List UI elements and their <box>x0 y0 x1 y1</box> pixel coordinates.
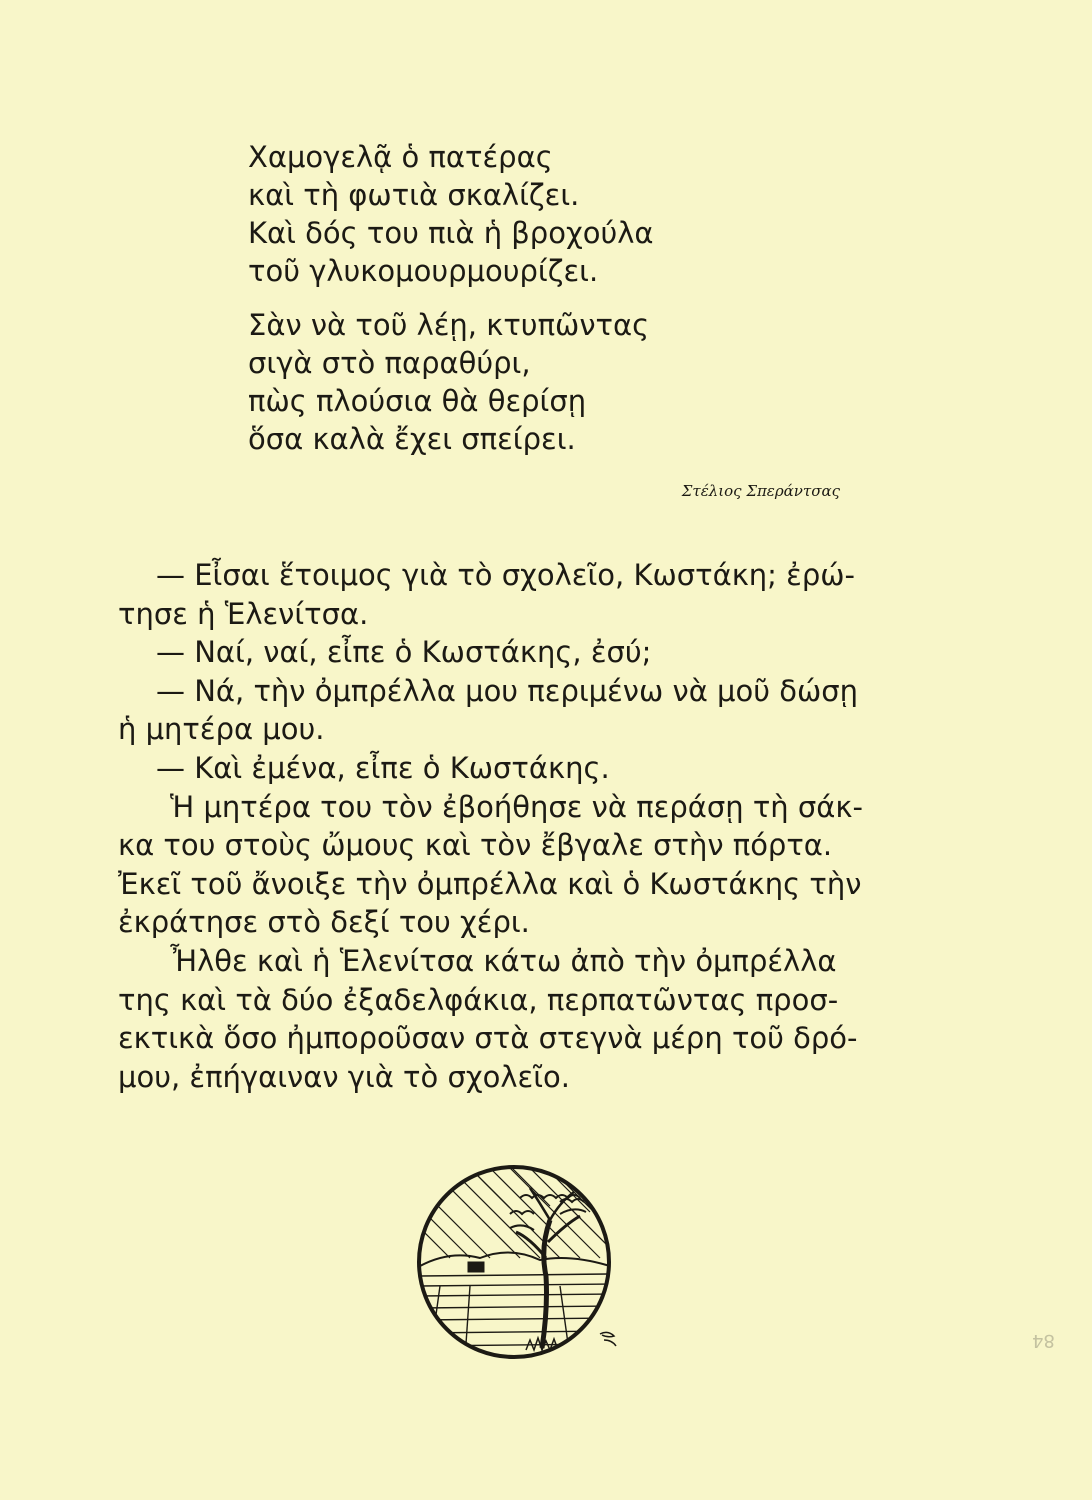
prose-line: Ἐκεῖ τοῦ ἄνοιξε τὴν ὀμπρέλλα καὶ ὁ Κωστάκης τὴν <box>118 866 862 901</box>
prose-line: Ἦλθε καὶ ἡ Ἑλενίτσα κάτω ἀπὸ τὴν ὀμπρέλλα <box>170 943 837 978</box>
prose-line: — Ναί, ναί, εἶπε ὁ Κωστάκης, ἐσύ; <box>156 635 652 670</box>
poem-line: καὶ τὴ φωτιὰ σκαλίζει. <box>248 178 580 212</box>
prose-line: τησε ἡ Ἑλενίτσα. <box>118 596 369 631</box>
poem-stanza-2 <box>248 306 808 458</box>
rainy-landscape-vignette-icon <box>410 1158 630 1368</box>
poem-line: σιγὰ στὸ παραθύρι, <box>248 346 531 380</box>
prose-line: μου, ἐπήγαιναν γιὰ τὸ σχολεῖο. <box>118 1059 570 1094</box>
prose-line: ἡ μητέρα μου. <box>118 712 325 747</box>
poem-line: ὅσα καλὰ ἔχει σπείρει. <box>248 422 576 456</box>
poem-line: Χαμογελᾷ ὁ πατέρας <box>248 140 553 174</box>
prose-line: — Καὶ ἐμένα, εἶπε ὁ Κωστάκης. <box>156 750 610 785</box>
page-number: 84 <box>1032 1330 1055 1351</box>
prose-line: Ἡ μητέρα του τὸν ἐβοήθησε νὰ περάσῃ τὴ σάκ- <box>170 789 863 824</box>
prose-line: ἐκράτησε στὸ δεξί του χέρι. <box>118 905 530 940</box>
prose-line: — Νά, τὴν ὀμπρέλλα μου περιμένω νὰ μοῦ δώσῃ <box>156 673 859 708</box>
poem-line: πὼς πλούσια θὰ θερίσῃ <box>248 384 587 418</box>
story-text <box>118 556 918 1096</box>
poem <box>248 138 808 474</box>
poem-stanza-1 <box>248 138 808 290</box>
prose-line: — Εἶσαι ἕτοιμος γιὰ τὸ σχολεῖο, Κωστάκη; ἐρώ- <box>156 558 855 592</box>
prose-line: κα του στοὺς ὤμους καὶ τὸν ἔβγαλε στὴν πόρτα. <box>118 828 833 863</box>
poem-line: Καὶ δός του πιὰ ἡ βροχούλα <box>248 216 654 250</box>
poem-author: Στέλιος Σπεράντσας <box>681 482 840 500</box>
prose-line: εκτικὰ ὅσο ἠμποροῦσαν στὰ στεγνὰ μέρη τοῦ δρό- <box>118 1021 858 1056</box>
poem-line: Σὰν νὰ τοῦ λέῃ, κτυπῶντας <box>248 308 650 342</box>
poem-line: τοῦ γλυκομουρμουρίζει. <box>248 254 599 288</box>
prose-line: της καὶ τὰ δύο ἐξαδελφάκια, περπατῶντας προσ- <box>118 982 839 1017</box>
